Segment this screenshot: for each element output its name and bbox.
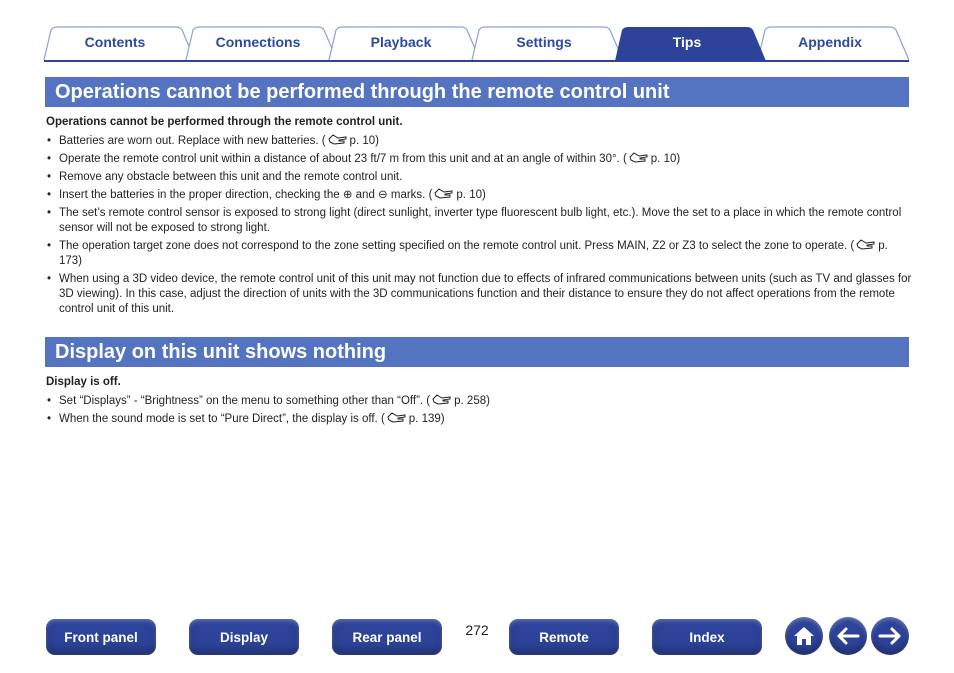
page-reference-icon[interactable]: [856, 239, 876, 250]
tab-bar: [0, 0, 954, 62]
index-button[interactable]: Index: [652, 619, 762, 655]
previous-page-button[interactable]: [829, 617, 867, 655]
tab-appendix[interactable]: Appendix: [798, 34, 862, 50]
home-button[interactable]: [785, 617, 823, 655]
rear-panel-button[interactable]: Rear panel: [332, 619, 442, 655]
arrow-left-icon: [835, 626, 861, 646]
page-reference-icon[interactable]: [387, 412, 407, 423]
bullet-list-display: [46, 394, 912, 430]
list-item: • Operate the remote control unit within a distance of about 23 ft/7 m from this unit and at an angle of within 30°. ( p. 10): [46, 152, 912, 167]
tab-shapes: [0, 0, 954, 62]
tab-contents[interactable]: Contents: [84, 34, 146, 50]
section-heading-text: Operations cannot be performed through the remote control unit: [55, 80, 670, 103]
section-heading-text: Display on this unit shows nothing: [55, 340, 387, 363]
tab-tips[interactable]: Tips: [672, 34, 702, 50]
list-item: • The set’s remote control sensor is exposed to strong light (direct sunlight, inverter type fluorescent bulb light, etc.). Move the set to a place in which the remote control sensor will not be exposed to strong light.: [46, 206, 912, 236]
tab-playback[interactable]: Playback: [370, 34, 432, 50]
list-item: • The operation target zone does not correspond to the zone setting specified on the remote control unit. Press MAIN, Z2 or Z3 to select the zone to operate. ( p. 173): [46, 239, 912, 269]
list-item: • When the sound mode is set to “Pure Direct”, the display is off. ( p. 139): [46, 412, 912, 427]
page-number: 272: [465, 622, 489, 638]
tab-settings[interactable]: Settings: [516, 34, 572, 50]
bullet-list-remote: [46, 134, 912, 320]
front-panel-button[interactable]: Front panel: [46, 619, 156, 655]
home-icon: [792, 625, 816, 647]
remote-button[interactable]: Remote: [509, 619, 619, 655]
page-reference-icon[interactable]: [432, 394, 452, 405]
arrow-right-icon: [877, 626, 903, 646]
page-reference-icon[interactable]: [434, 188, 454, 199]
tab-connections[interactable]: Connections: [215, 34, 301, 50]
next-page-button[interactable]: [871, 617, 909, 655]
page-reference-icon[interactable]: [629, 152, 649, 163]
list-item: • Insert the batteries in the proper direction, checking the ⊕ and ⊖ marks. ( p. 10): [46, 188, 912, 203]
page-reference-icon[interactable]: [328, 134, 348, 145]
list-item: • Remove any obstacle between this unit and the remote control unit.: [46, 170, 912, 185]
list-item: • When using a 3D video device, the remote control unit of this unit may not function due to effects of infrared communications between units (such as TV and glasses for 3D viewing). In this case, adjust the direction of units with the 3D communications function and their distance to ensure they do not affect operations from the remote control unit of this unit.: [46, 272, 912, 317]
display-button[interactable]: Display: [189, 619, 299, 655]
list-item: • Set “Displays” - “Brightness” on the menu to something other than “Off”. ( p. 258): [46, 394, 912, 409]
subheading-remote: Operations cannot be performed through the remote control unit.: [46, 116, 403, 128]
list-item: • Batteries are worn out. Replace with new batteries. ( p. 10): [46, 134, 912, 149]
section-heading-remote: [45, 77, 909, 107]
subheading-display: Display is off.: [46, 376, 121, 388]
section-heading-display: [45, 337, 909, 367]
